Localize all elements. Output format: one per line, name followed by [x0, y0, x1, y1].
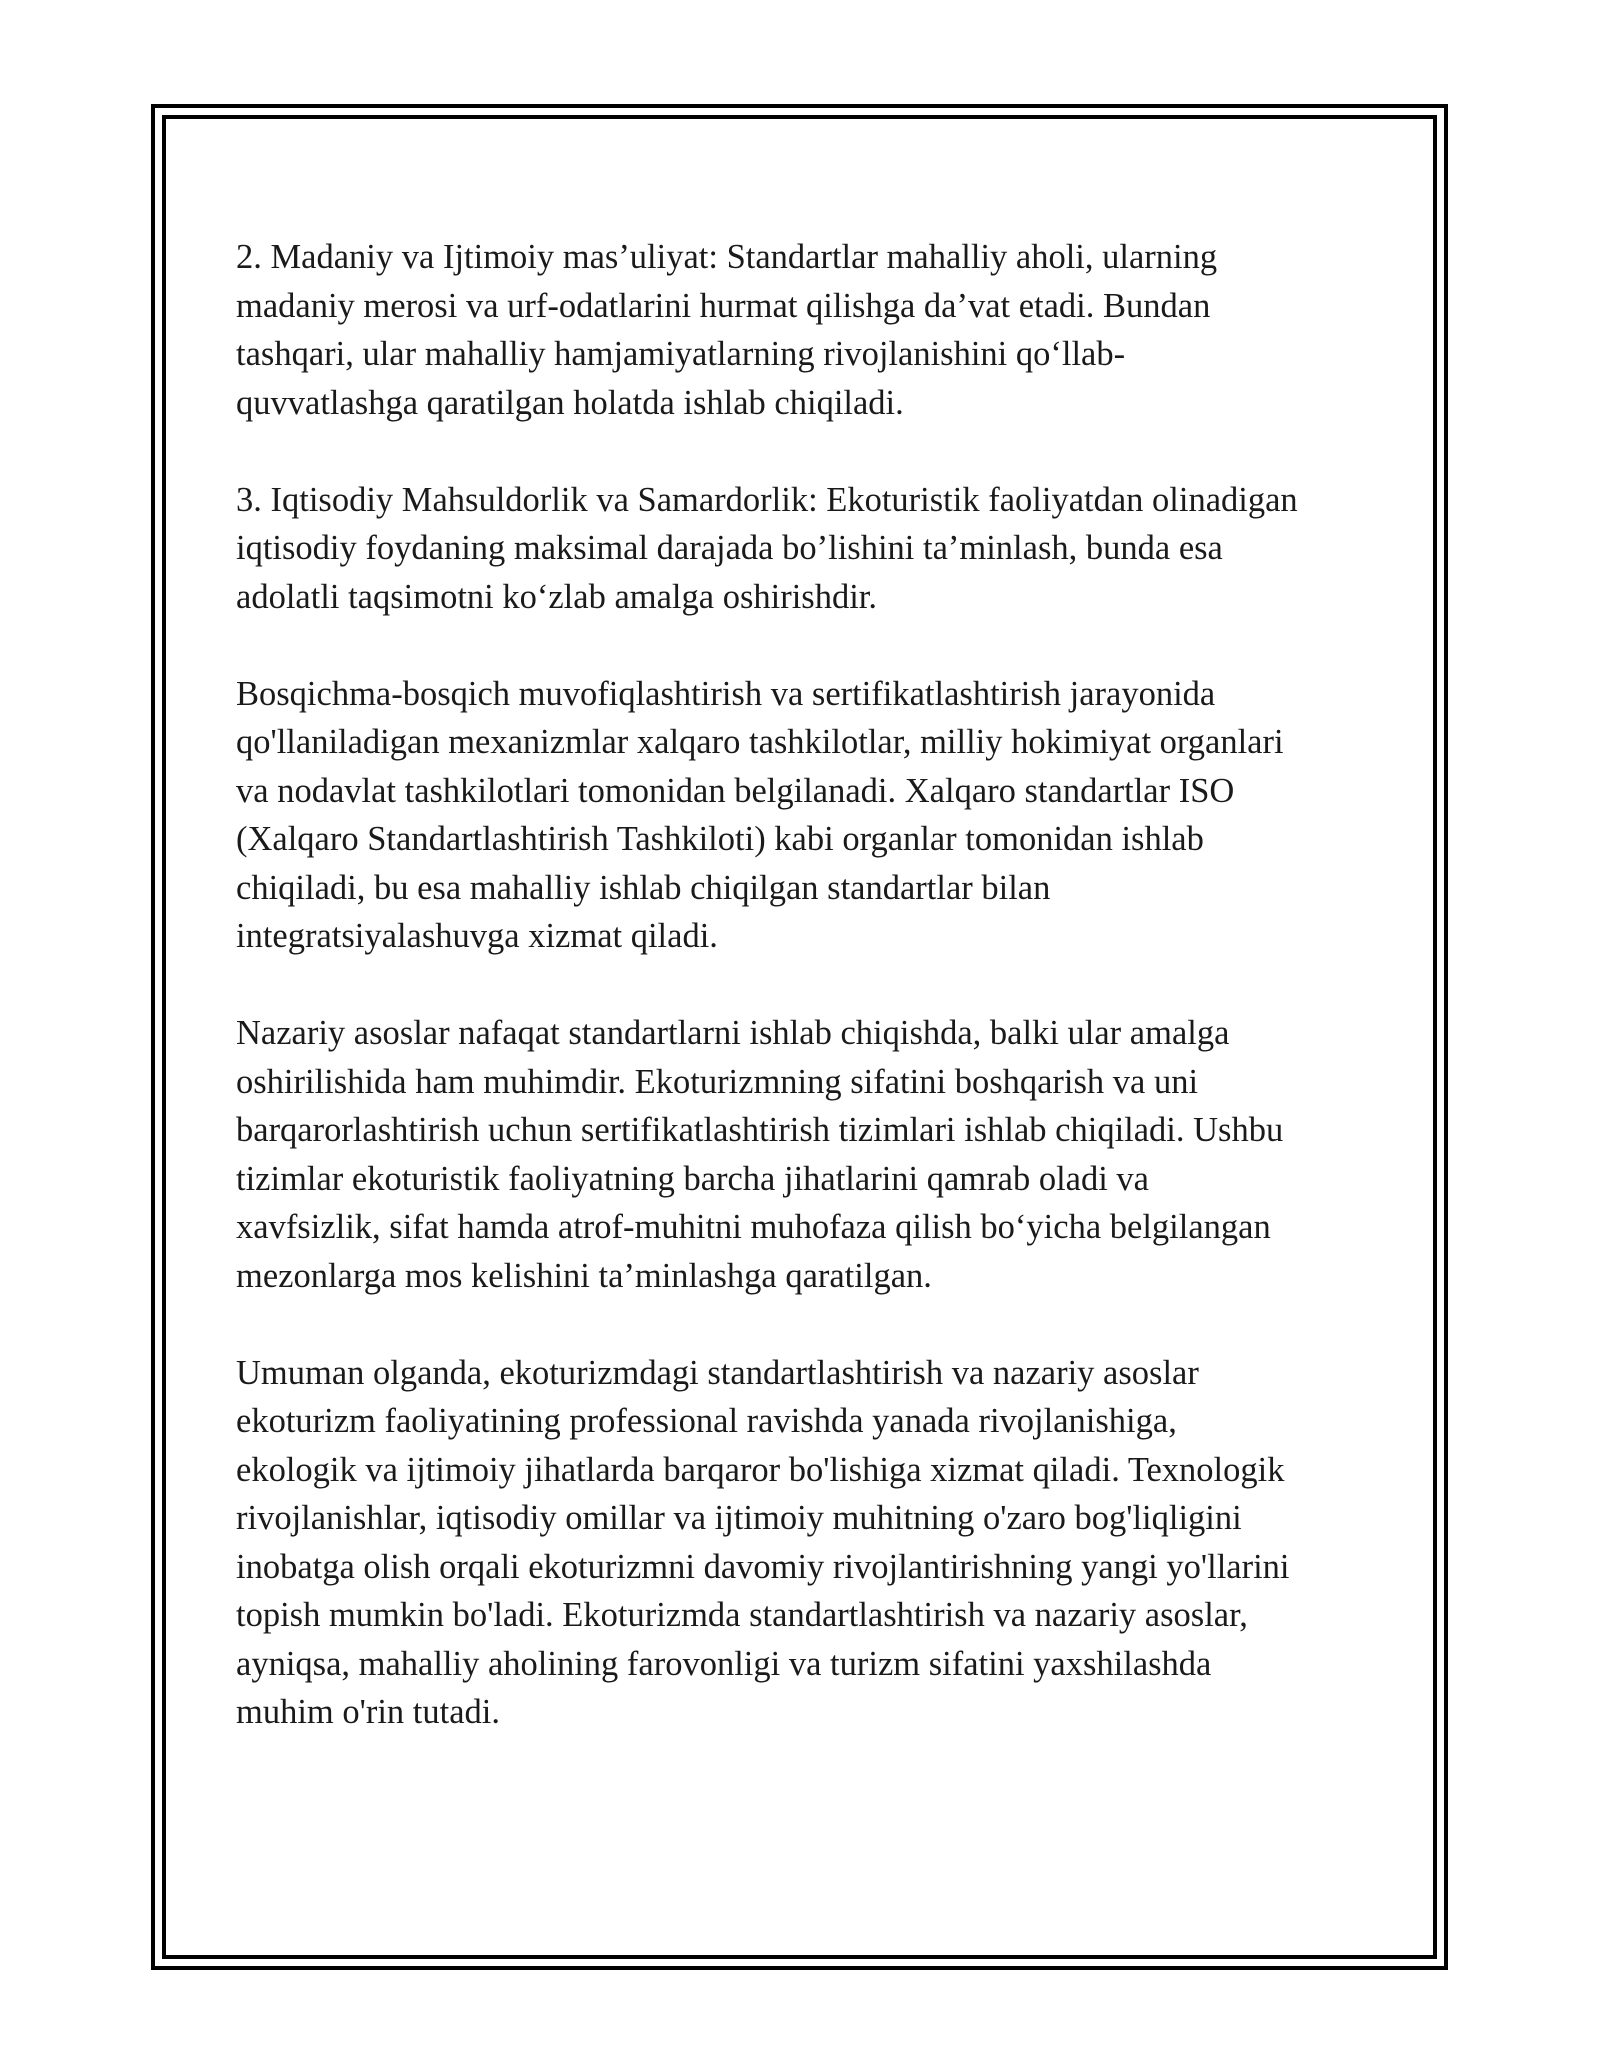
document-body — [236, 233, 1381, 1785]
paragraph-conclusion: Umuman olganda, ekoturizmdagi standartlashtirish va nazariy asoslar ekoturizm faoliyatining professional ravishda yanada rivojlanishiga, ekologik va ijtimoiy jihatlarda barqaror bo'lishiga xizmat qiladi. Texnologik rivojlanishlar, iqtisodiy omillar va ijtimoiy muhitning o'zaro bog'liqligini inobatga olish orqali ekoturizmni davomiy rivojlantirishning yangi yo'llarini topish mumkin bo'ladi. Ekoturizmda standartlashtirish va nazariy asoslar, ayniqsa, mahalliy aholining farovonligi va turizm sifatini yaxshilashda muhim o'rin tutadi. — [236, 1353, 1290, 1731]
paragraph-economic-productivity: 3. Iqtisodiy Mahsuldorlik va Samardorlik: Ekoturistik faoliyatdan olinadigan iqtisodiy foydaning maksimal darajada bo’lishini ta’minlash, bunda esa adolatli taqsimotni ko‘zlab amalga oshirishdir. — [236, 480, 1298, 616]
paragraph-certification-mechanisms: Bosqichma-bosqich muvofiqlashtirish va sertifikatlashtirish jarayonida qo'llaniladigan mexanizmlar xalqaro tashkilotlar, milliy hokimiyat organlari va nodavlat tashkilotlari tomonidan belgilanadi. Xalqaro standartlar ISO (Xalqaro Standartlashtirish Tashkiloti) kabi organlar tomonidan ishlab chiqiladi, bu esa mahalliy ishlab chiqilgan standartlar bilan integratsiyalashuvga xizmat qiladi. — [236, 674, 1284, 955]
paragraph-theoretical-foundations: Nazariy asoslar nafaqat standartlarni ishlab chiqishda, balki ular amalga oshirilishida ham muhimdir. Ekoturizmning sifatini boshqarish va uni barqarorlashtirish uchun sertifikatlashtirish tizimlari ishlab chiqiladi. Ushbu tizimlar ekoturistik faoliyatning barcha jihatlarini qamrab oladi va xavfsizlik, sifat hamda atrof-muhitni muhofaza qilish bo‘yicha belgilangan mezonlarga mos kelishini ta’minlashga qaratilgan. — [236, 1014, 1284, 1295]
paragraph-cultural-social-responsibility: 2. Madaniy va Ijtimoiy mas’uliyat: Standartlar mahalliy aholi, ularning madaniy merosi va urf-odatlarini hurmat qilishga da’vat etadi. Bundan tashqari, ular mahalliy hamjamiyatlarning rivojlanishini qo‘llab- quvvatlashga qaratilgan holatda ishlab chiqiladi. — [236, 238, 1218, 422]
